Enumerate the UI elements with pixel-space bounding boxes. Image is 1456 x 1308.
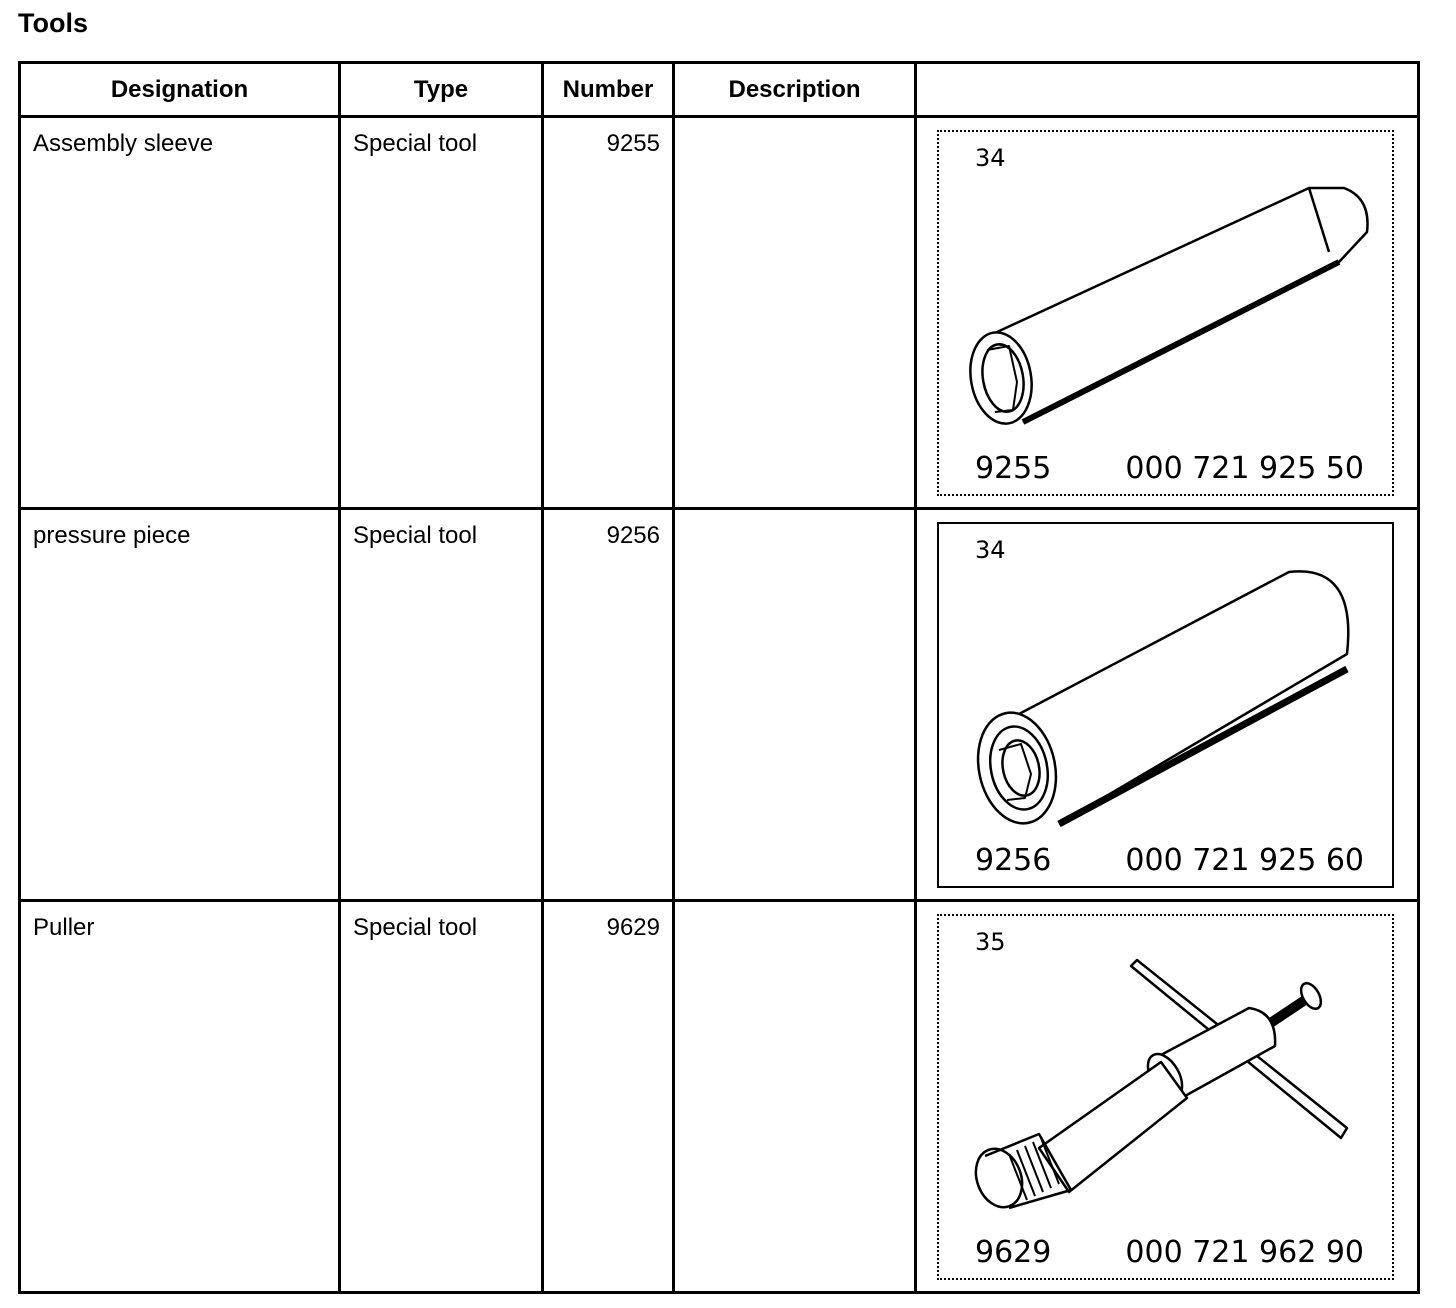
designation-cell: pressure piece	[20, 509, 340, 901]
illustration-part-number: 000 721 962 90	[1125, 1235, 1364, 1270]
illustration-tool-number: 9255	[975, 451, 1052, 486]
table-row	[20, 509, 1419, 901]
number-cell: 9256	[543, 509, 674, 901]
puller-icon	[939, 916, 1396, 1282]
number-cell: 9255	[543, 117, 674, 509]
header-type: Type	[340, 63, 543, 117]
number-cell: 9629	[543, 901, 674, 1293]
table-row	[20, 901, 1419, 1293]
illustration-page-ref: 34	[975, 536, 1006, 564]
header-description: Description	[674, 63, 916, 117]
designation-cell: Puller	[20, 901, 340, 1293]
illustration-part-number: 000 721 925 60	[1125, 843, 1364, 878]
illustration-tool-number: 9256	[975, 843, 1052, 878]
description-cell	[674, 509, 916, 901]
illustration-page-ref: 35	[975, 928, 1006, 956]
tool-illustration	[937, 522, 1394, 888]
table-header-row	[20, 63, 1419, 117]
type-cell: Special tool	[340, 509, 543, 901]
illustration-tool-number: 9629	[975, 1235, 1052, 1270]
image-cell	[916, 117, 1419, 509]
type-cell: Special tool	[340, 901, 543, 1293]
type-cell: Special tool	[340, 117, 543, 509]
tool-illustration	[937, 130, 1394, 496]
table-row	[20, 117, 1419, 509]
description-cell	[674, 901, 916, 1293]
header-designation: Designation	[20, 63, 340, 117]
illustration-part-number: 000 721 925 50	[1125, 451, 1364, 486]
description-cell	[674, 117, 916, 509]
image-cell	[916, 509, 1419, 901]
page-title: Tools	[18, 8, 88, 38]
illustration-page-ref: 34	[975, 144, 1006, 172]
header-number: Number	[543, 63, 674, 117]
assembly-sleeve-icon	[939, 132, 1396, 498]
pressure-piece-icon	[939, 524, 1396, 890]
designation-cell: Assembly sleeve	[20, 117, 340, 509]
tools-table	[18, 61, 1420, 1294]
header-image	[916, 63, 1419, 117]
image-cell	[916, 901, 1419, 1293]
tool-illustration	[937, 914, 1394, 1280]
